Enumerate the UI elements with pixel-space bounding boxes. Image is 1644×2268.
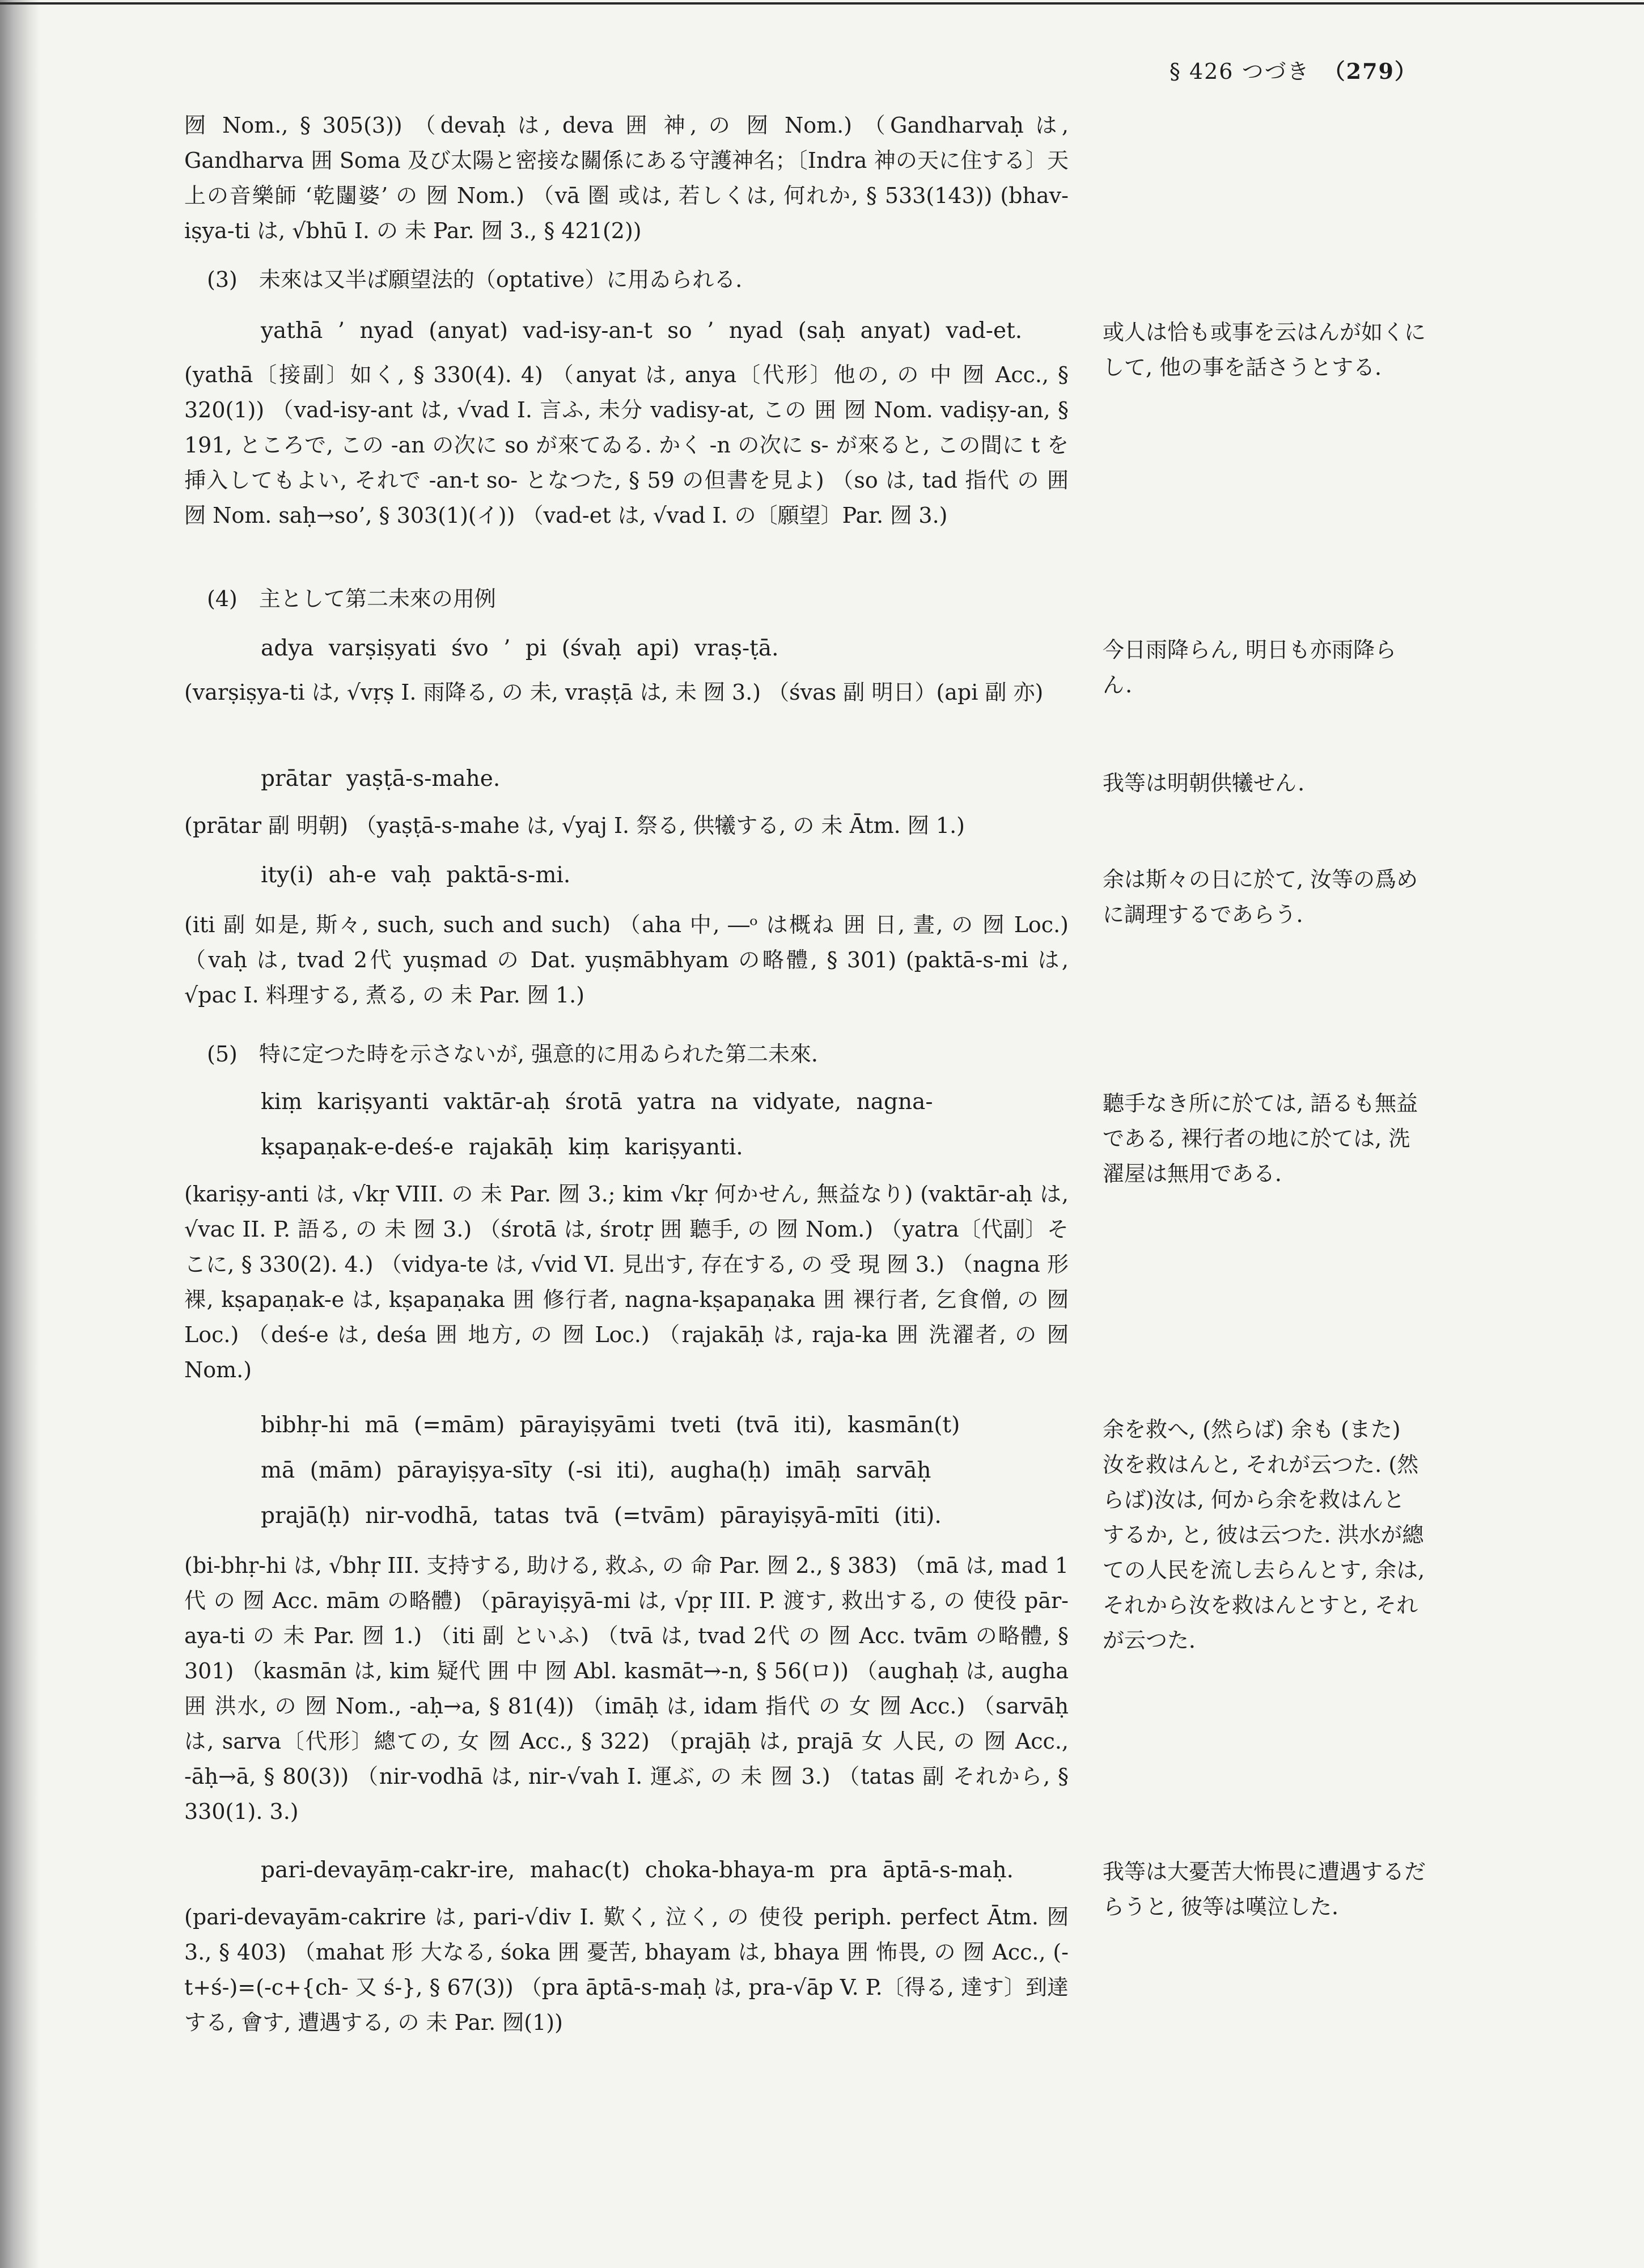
scan-shadow-edge [0, 0, 40, 2268]
note-paragraph: (varṣiṣya-ti は, √vṛṣ I. 雨降る, の 未, vraṣṭā は, 未 囫 3.) （śvas 副 明日）(api 副 亦) [184, 680, 1044, 705]
translation: 聽手なき所に於ては, 語るも無益である, 裸行者の地に於ては, 洗濯屋は無用である． [1103, 1091, 1418, 1186]
example-line: prajā(ḥ) nir-vodhā, tatas tvā (=tvām) pārayiṣyā-mīti (iti). [261, 1503, 942, 1529]
notes-block [184, 1177, 1069, 1387]
note-paragraph: (prātar 副 明朝) （yaṣṭā-s-mahe は, √yaj I. 祭る, 供犧する, の 未 Ātm. 囫 1.) [184, 813, 965, 838]
notes-block [184, 357, 1069, 533]
note-paragraph: (yathā〔接副〕如く, § 330(4). 4) （anyat は, anya〔代形〕他の, の 中 囫 Acc., § 320(1)) （vad-isy-ant は, √vad I. 言ふ, 未分 vadisy-at, この 囲 囫 Nom. vadiṣy-an, § 191, ところで, この -an の次に so が來てゐる. かく -n の次に s- が來ると, この間に t を挿入してもよい, それで -an-t so- となつた, § 59 の但書を見よ) （so は, tad 指代 の 囲 囫 Nom. saḥ→so’, § 303(1)(イ)) （vad-et は, √vad I. の〔願望〕Par. 囫 3.) [184, 362, 1069, 528]
note-paragraph: 囫 Nom., § 305(3)) （devaḥ は, deva 囲 神, の 囫 Nom.) （Gandharvaḥ は, Gandharva 囲 Soma 及び太陽と密接な關係にある守護神名；〔Indra 神の天に住する〕天上の音樂師 ‘乾闥婆’ の 囫 Nom.) （vā 圏 或は, 若しくは, 何れか, § 533(143)) (bhav-iṣya-ti は, √bhū I. の 未 Par. 囫 3., § 421(2)) [184, 113, 1069, 243]
notes-block [184, 1548, 1069, 1829]
translation: 余は斯々の日に於て, 汝等の爲めに調理するであらう． [1103, 867, 1418, 927]
translation: 或人は恰も或事を云はんが如くにして, 他の事を話さうとする． [1103, 320, 1426, 380]
page-header [1170, 54, 1417, 85]
example-line: kiṃ kariṣyanti vaktār-aḥ śrotā yatra na vidyate, nagna- [261, 1089, 933, 1115]
note-paragraph: (pari-devayām-cakrire は, pari-√div I. 歎く, 泣く, の 使役 periph. perfect Ātm. 囫 3., § 403) （mahat 形 大なる, śoka 囲 憂苦, bhayam は, bhaya 囲 怖畏, の 囫 Acc., (-t+ś-)=(-c+{ch- 又 ś-}, § 67(3)) （pra āptā-s-maḥ は, pra-√āp V. P.〔得る, 達す〕到達する, 會す, 遭遇する, の 未 Par. 囫(1)) [184, 1905, 1069, 2035]
section-heading-3: (3) 未來は又半ば願望法的（optative）に用ゐられる． [207, 267, 757, 292]
note-paragraph: (bi-bhṛ-hi は, √bhṛ III. 支持する, 助ける, 救ふ, の 命 Par. 囫 2., § 383) （mā は, mad 1代 の 囫 Acc. mām の略體) （pārayiṣyā-mi は, √pṛ III. P. 渡す, 救出する, の 使役 pār-aya-ti の 未 Par. 囫 1.) （iti 副 といふ) （tvā は, tvad 2代 の 囫 Acc. tvām の略體, § 301) （kasmān は, kim 疑代 囲 中 囫 Abl. kasmāt→-n, § 56(ロ)) （aughaḥ は, augha 囲 洪水, の 囫 Nom., -aḥ→a, § 81(4)) （imāḥ は, idam 指代 の 女 囫 Acc.) （sarvāḥ は, sarva〔代形〕總ての, 女 囫 Acc., § 322) （prajāḥ は, prajā 女 人民, の 囫 Acc., -āḥ→ā, § 80(3)) （nir-vodhā は, nir-√vah I. 運ぶ, の 未 囫 3.) （tatas 副 それから, § 330(1). 3.) [184, 1553, 1069, 1824]
example-line: kṣapaṇak-e-deś-e rajakāḥ kiṃ kariṣyanti. [261, 1135, 743, 1160]
example-line: yathā ’ nyad (anyat) vad-isy-an-t so ’ nyad (saḥ anyat) vad-et. [261, 318, 1023, 344]
translation: 今日雨降らん, 明日も亦雨降らん． [1103, 637, 1397, 697]
example-line: pari-devayāṃ-cakr-ire, mahac(t) choka-bhaya-m pra āptā-s-maḥ. [261, 1857, 1014, 1883]
section-heading-4: (4) 主として第二未來の用例 [207, 586, 496, 611]
page-number: （279） [1323, 58, 1417, 84]
section-heading-5: (5) 特に定つた時を示さないが, 强意的に用ゐられた第二未來． [207, 1042, 833, 1067]
notes-block [184, 808, 1069, 843]
section-reference: § 426 つづき [1169, 59, 1310, 84]
translation: 我等は大憂苦大怖畏に遭遇するだらうと, 彼等は嘆泣した． [1103, 1859, 1426, 1919]
note-paragraph: (kariṣy-anti は, √kṛ VIII. の 未 Par. 囫 3.; kim √kṛ 何かせん, 無益なり) (vaktār-aḥ は, √vac II. P. 語る, の 未 囫 3.) （śrotā は, śrotṛ 囲 聽手, の 囫 Nom.) （yatra〔代副〕そこに, § 330(2). 4.) （vidya-te は, √vid VI. 見出す, 存在する, の 受 現 囫 3.) （nagna 形 裸, kṣapaṇak-e は, kṣapaṇaka 囲 修行者, nagna-kṣapaṇaka 囲 裸行者, 乞食僧, の 囫 Loc.) （deś-e は, deśa 囲 地方, の 囫 Loc.) （rajakāḥ は, raja-ka 囲 洗濯者, の 囫 Nom.) [184, 1182, 1069, 1382]
notes-block [184, 1899, 1069, 2040]
example-line: mā (mām) pārayiṣya-sīty (-si iti), augha(ḥ) imāḥ sarvāḥ [261, 1458, 931, 1483]
translation: 我等は明朝供犧せん． [1103, 771, 1320, 796]
opening-notes [184, 108, 1069, 248]
example-line: prātar yaṣṭā-s-mahe. [261, 766, 501, 792]
top-rule [0, 2, 1644, 5]
note-paragraph: (iti 副 如是, 斯々, such, such and such) （aha 中, ―ᵒ は概ね 囲 日, 晝, の 囫 Loc.) （vaḥ は, tvad 2代 yuṣmad の Dat. yuṣmābhyam の略體, § 301) (paktā-s-mi は, √pac I. 料理する, 煮る, の 未 Par. 囫 1.) [184, 912, 1069, 1008]
notes-block [184, 675, 1069, 710]
notes-block [184, 907, 1069, 1013]
example-line: ity(i) ah-e vaḥ paktā-s-mi. [261, 862, 571, 888]
example-line: bibhṛ-hi mā (=mām) pārayiṣyāmi tveti (tvā iti), kasmān(t) [261, 1412, 960, 1438]
translation: 余を救へ, (然らば) 余も (また) 汝を救はんと, それが云つた. (然らば)汝は, 何から余を救はんとするか, と, 彼は云つた. 洪水が總ての人民を流し去らんとす, 余は, それから汝を救はんとすと, それが云つた． [1103, 1417, 1425, 1653]
example-line: adya varṣiṣyati śvo ’ pi (śvaḥ api) vraṣ-ṭā. [261, 636, 779, 661]
